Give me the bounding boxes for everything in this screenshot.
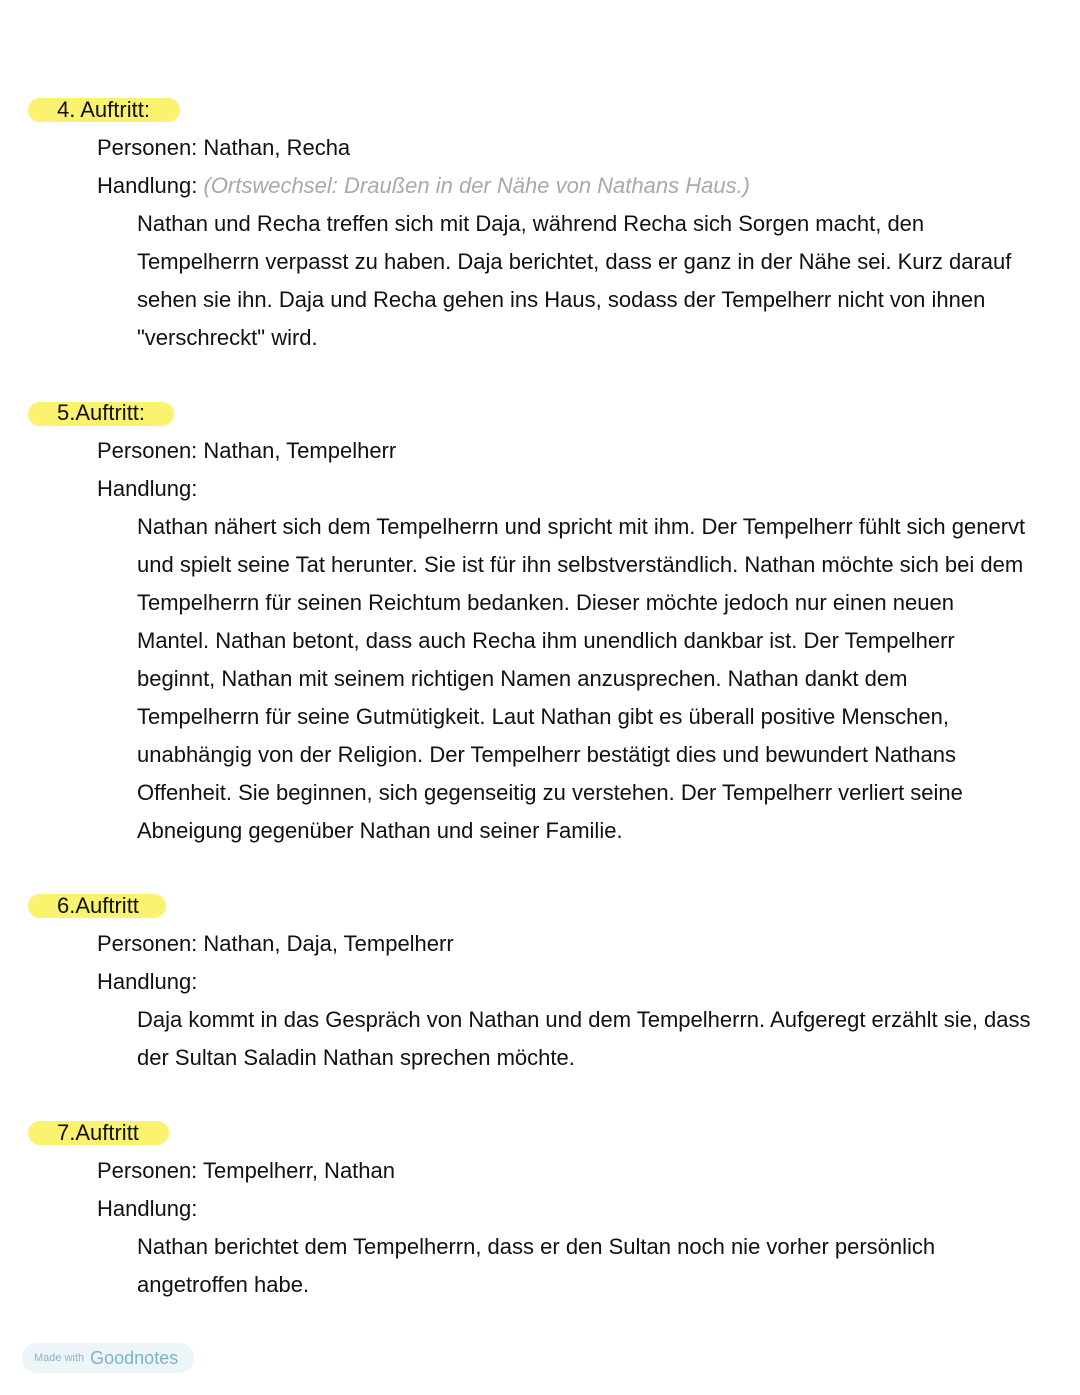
scene-6-title: 6.Auftritt <box>57 893 139 918</box>
goodnotes-badge[interactable] <box>22 1343 194 1373</box>
scene-4-text: Nathan und Recha treffen sich mit Daja, während Recha sich Sorgen macht, den Tempelherrn verpasst zu haben. Daja berichtet, dass er ganz in der Nähe sei. Kurz darauf sehen sie ihn. Daja und Recha gehen ins Haus, sodass der Tempelherr nicht von ihnen "verschreckt" wird. <box>137 211 1012 350</box>
scene-4-location-note: (Ortswechsel: Draußen in der Nähe von Nathans Haus.) <box>203 173 751 198</box>
scene-7-persons: Personen: Tempelherr, Nathan <box>97 1158 395 1183</box>
scene-7-text: Nathan berichtet dem Tempelherrn, dass er den Sultan noch nie vorher persönlich angetroffen habe. <box>137 1234 936 1297</box>
scene-5-persons: Personen: Nathan, Tempelherr <box>97 438 397 463</box>
made-with-label: Made with <box>34 1352 85 1364</box>
goodnotes-logo-text: Goodnotes <box>90 1347 179 1368</box>
scene-6-action-label: Handlung: <box>97 969 198 994</box>
scene-4-persons: Personen: Nathan, Recha <box>97 135 351 160</box>
scene-4-action-row <box>97 172 750 200</box>
action-label: Handlung: <box>97 173 198 198</box>
scene-7-title: 7.Auftritt <box>57 1120 139 1145</box>
scene-4-title: 4. Auftritt: <box>57 97 150 122</box>
scene-5-action-label: Handlung: <box>97 476 198 501</box>
scene-6-persons: Personen: Nathan, Daja, Tempelherr <box>97 931 454 956</box>
scene-5-title: 5.Auftritt: <box>57 400 146 425</box>
scene-6-text: Daja kommt in das Gespräch von Nathan und dem Tempelherrn. Aufgeregt erzählt sie, dass der Sultan Saladin Nathan sprechen möchte. <box>137 1007 1031 1070</box>
scene-5-text: Nathan nähert sich dem Tempelherrn und spricht mit ihm. Der Tempelherr fühlt sich genervt und spielt seine Tat herunter. Sie ist für ihn selbstverständlich. Nathan möchte sich bei dem Tempelherrn für seinen Reichtum bedanken. Dieser möchte jedoch nur einen neuen Mantel. Nathan betont, dass auch Recha ihm unendlich dankbar ist. Der Tempelherr beginnt, Nathan mit seinem richtigen Namen anzusprechen. Nathan dankt dem Tempelherrn für seine Gutmütigkeit. Laut Nathan gibt es überall positive Menschen, unabhängig von der Religion. Der Tempelherr bestätigt dies und bewundert Nathans Offenheit. Sie beginnen, sich gegenseitig zu verstehen. Der Tempelherr verliert seine Abneigung gegenüber Nathan und seiner Familie. <box>137 514 1026 843</box>
scene-7-action-label: Handlung: <box>97 1196 198 1221</box>
